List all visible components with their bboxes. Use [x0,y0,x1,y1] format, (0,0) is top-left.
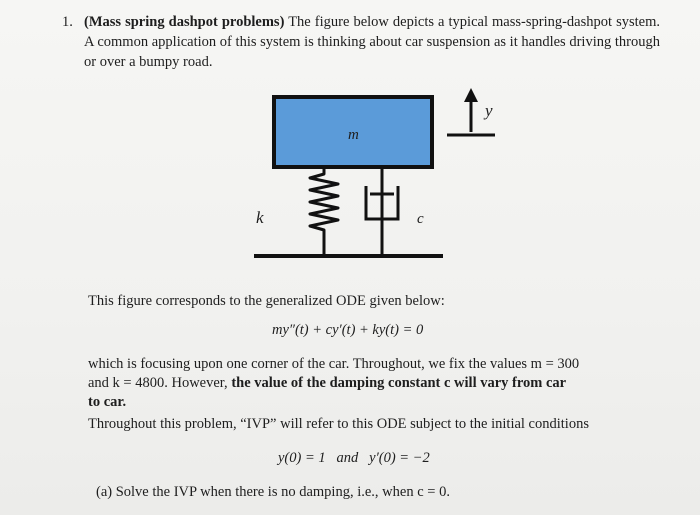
figure-corresponds-text: This figure corresponds to the generalized ODE given below: [88,293,445,309]
part-a-text: (a) Solve the IVP when there is no damping, i.e., when c = 0. [96,484,450,500]
initial-conditions: y(0) = 1 and y′(0) = −2 [278,450,430,466]
fix-values-line3: to car. [88,394,127,410]
y-axis-label: y [485,101,493,120]
ode-equation: my″(t) + cy′(t) + ky(t) = 0 [272,322,424,338]
ivp-intro-text: Throughout this problem, “IVP” will refer to this ODE subject to the initial conditions [88,416,589,432]
fix-values-line2-bold: the value of the damping constant c will vary from car [231,375,567,391]
fix-values-line2-regular: and k = 4800. However, [88,375,232,391]
problem-intro-text: The figure below depicts a typical mass-spring-dashpot system. A common application of this system is thinking about car suspension as it handles driving through or over a bumpy road. [84,14,660,70]
fix-values-paragraph [88,355,648,412]
spring [310,168,338,254]
problem-title: (Mass spring dashpot problems) [84,14,285,30]
mass-label: m [348,127,359,143]
problem-statement [62,12,660,72]
damper-label: c [417,211,424,227]
spring-label: k [256,208,264,227]
fix-values-line1: which is focusing upon one corner of the car. Throughout, we fix the values m = 300 [88,356,580,372]
dashpot [366,168,398,254]
problem-intro [84,12,660,72]
mass-spring-dashpot-figure [240,82,530,268]
problem-number: 1. [62,14,73,30]
fix-values-line2 [88,374,648,393]
